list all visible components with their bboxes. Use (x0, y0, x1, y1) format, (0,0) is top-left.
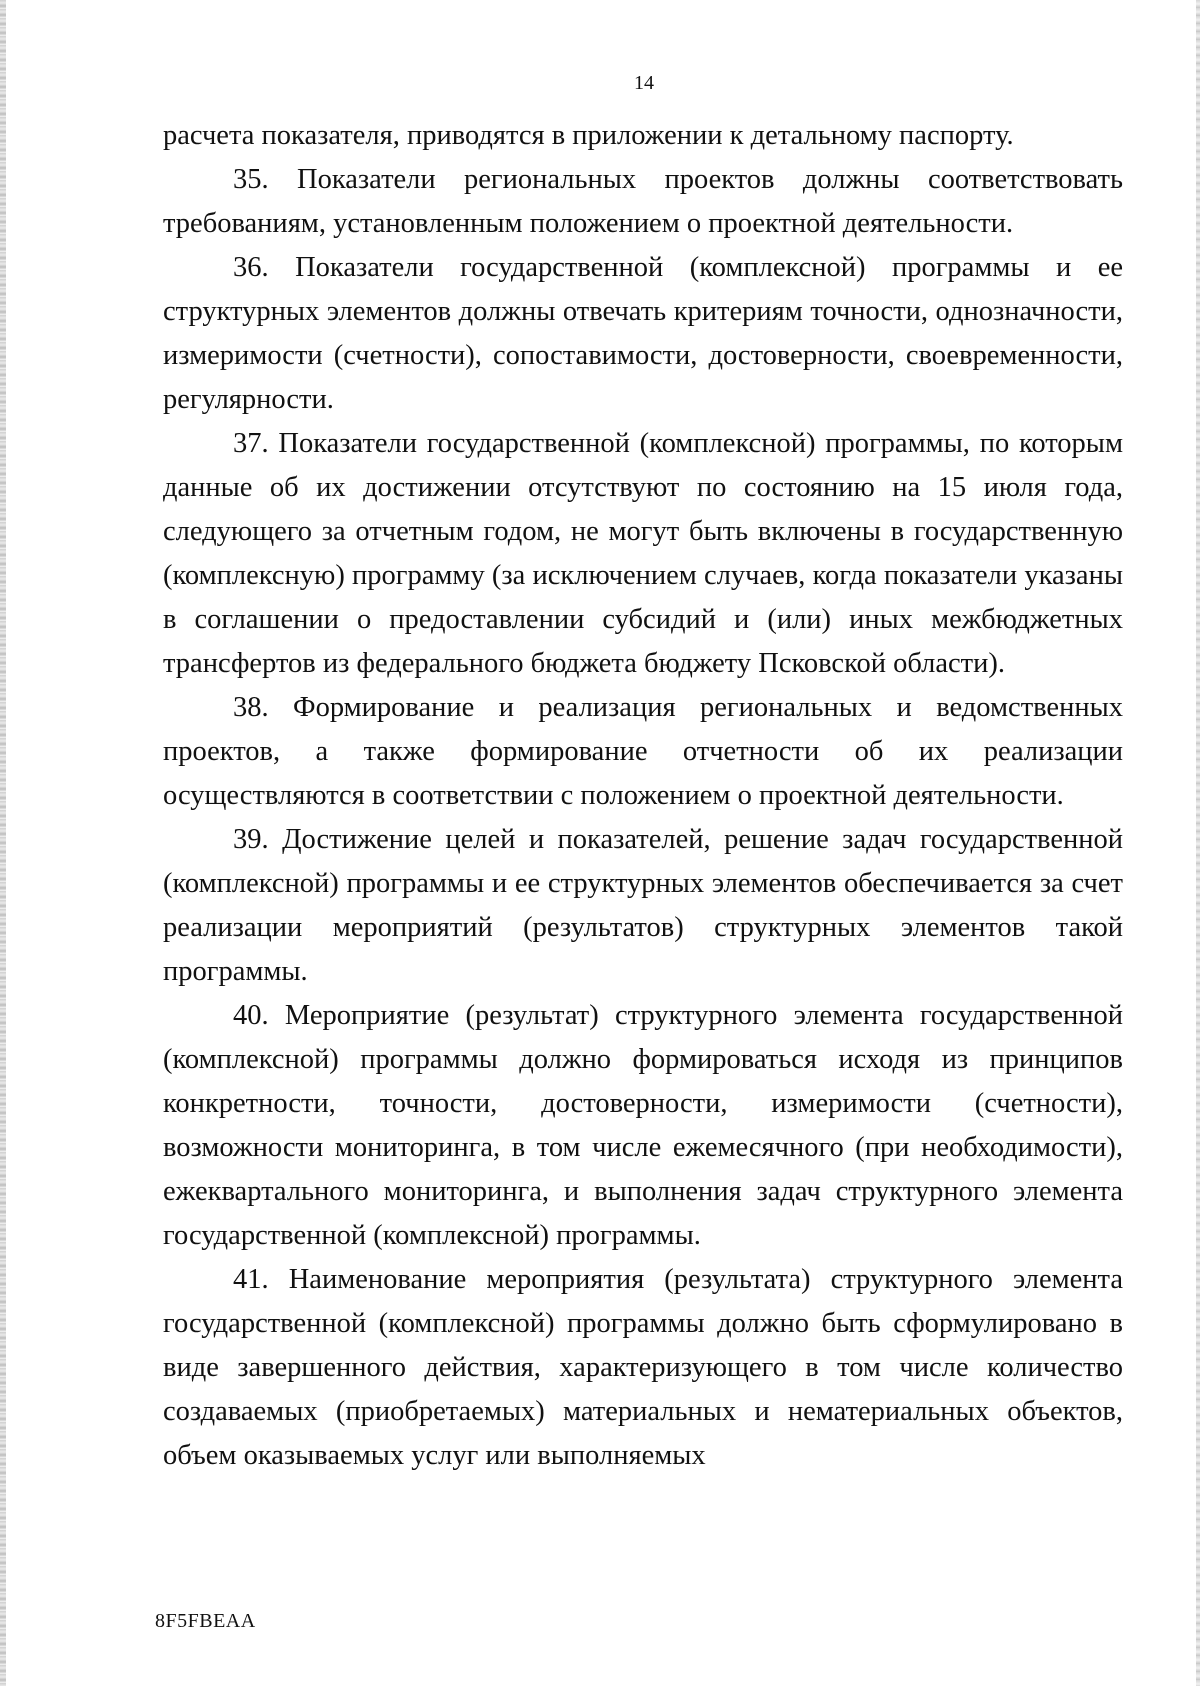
paragraph-40: 40. Мероприятие (результат) структурного элемента государственной (комплексной) программы должно формироваться исходя из принципов конкретности, точности, достоверности, измеримости (счетности), возможности мониторинга, в том числе ежемесячного (при необходимости), ежеквартального мониторинга, и выполнения задач структурного элемента государственной (комплексной) программы. (163, 1000, 1123, 1251)
document-code: 8F5FBEAA (155, 1610, 256, 1632)
document-body (163, 114, 1123, 1478)
paragraph-continuation: расчета показателя, приводятся в приложении к детальному паспорту. (163, 120, 1014, 151)
paragraph-41: 41. Наименование мероприятия (результата) структурного элемента государственной (комплексной) программы должно быть сформулировано в виде завершенного действия, характеризующего в том числе количество создаваемых (приобретаемых) материальных и нематериальных объектов, объем оказываемых услуг или выполняемых (163, 1264, 1123, 1471)
scan-edge-left (0, 0, 6, 1686)
page-number: 14 (634, 72, 654, 94)
paragraph-37: 37. Показатели государственной (комплексной) программы, по которым данные об их достижении отсутствуют по состоянию на 15 июля года, следующего за отчетным годом, не могут быть включены в государственную (комплексную) программу (за исключением случаев, когда показатели указаны в соглашении о предоставлении субсидий и (или) иных межбюджетных трансфертов из федерального бюджета бюджету Псковской области). (163, 428, 1123, 679)
scan-edge-right (1196, 0, 1200, 1686)
paragraph-38: 38. Формирование и реализация региональных и ведомственных проектов, а также формирование отчетности об их реализации осуществляются в соответствии с положением о проектной деятельности. (163, 692, 1123, 811)
paragraph-35: 35. Показатели региональных проектов должны соответствовать требованиям, установленным положением о проектной деятельности. (163, 164, 1123, 239)
paragraph-36: 36. Показатели государственной (комплексной) программы и ее структурных элементов должны отвечать критериям точности, однозначности, измеримости (счетности), сопоставимости, достоверности, своевременности, регулярности. (163, 252, 1123, 415)
paragraph-39: 39. Достижение целей и показателей, решение задач государственной (комплексной) программы и ее структурных элементов обеспечивается за счет реализации мероприятий (результатов) структурных элементов такой программы. (163, 824, 1123, 987)
